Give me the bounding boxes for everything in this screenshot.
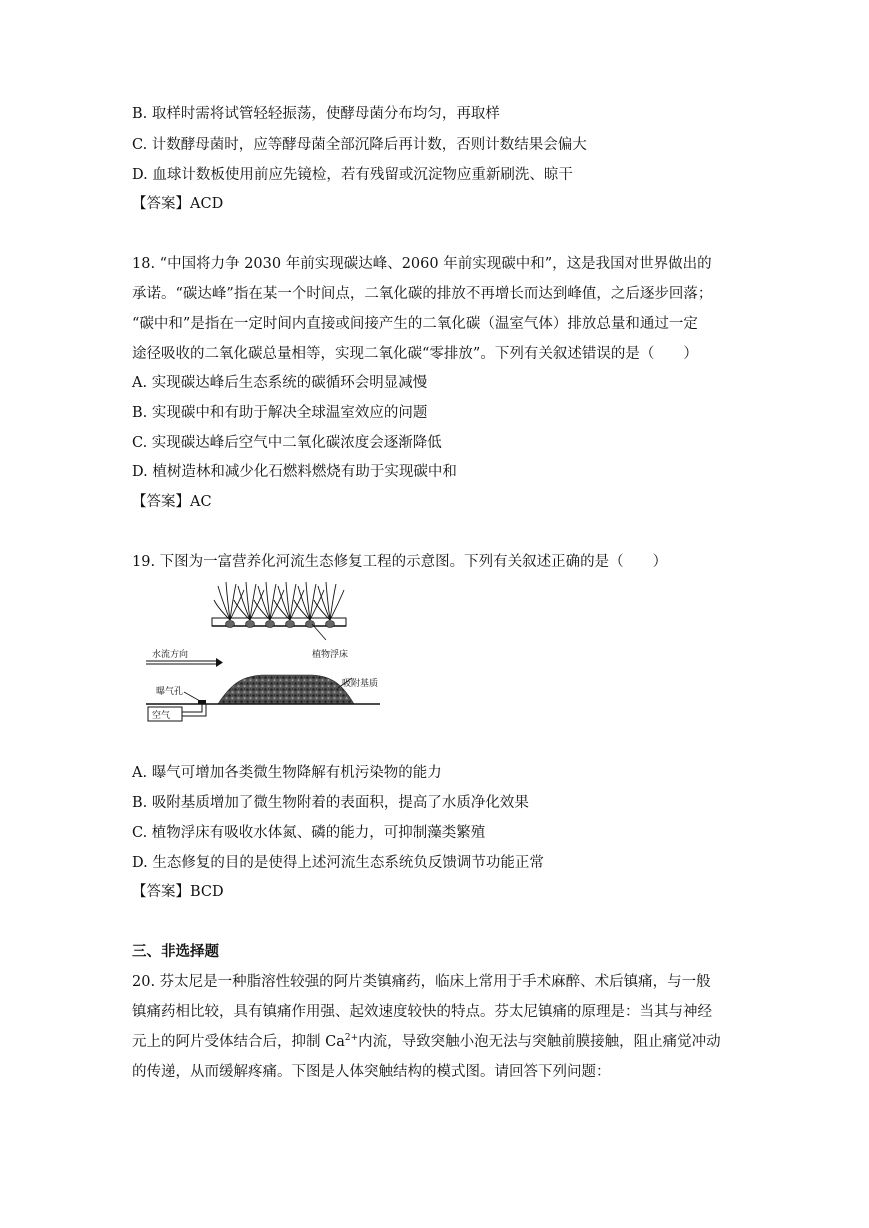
q19-option-b: B. 吸附基质增加了微生物附着的表面积，提高了水质净化效果	[132, 795, 529, 811]
section-heading: 三、非选择题	[132, 943, 219, 960]
q18-stem-line-2: 承诺。“碳达峰”指在某一个时间点，二氧化碳的排放不再增长而达到峰值，之后逐步回落；	[132, 286, 713, 302]
q19-option-c: C. 植物浮床有吸收水体氮、磷的能力，可抑制藻类繁殖	[132, 825, 486, 841]
q17-answer: 【答案】ACD	[132, 196, 224, 212]
air-label: 空气	[152, 711, 171, 721]
adsorbent-substrate	[218, 675, 354, 704]
q17-option-c: C. 计数酵母菌时，应等酵母菌全部沉降后再计数，否则计数结果会偏大	[132, 137, 587, 153]
q18-option-d: D. 植树造林和减少化石燃料燃烧有助于实现碳中和	[132, 464, 457, 480]
q20-stem-line-2: 镇痛药相比较，具有镇痛作用强、起效速度较快的特点。芬太尼镇痛的原理是：当其与神经	[132, 1004, 712, 1020]
q20-stem-line-1: 20. 芬太尼是一种脂溶性较强的阿片类镇痛药，临床上常用于手术麻醉、术后镇痛，与一般	[132, 974, 711, 990]
q20-stem-line-3-pre: 元上的阿片受体结合后，抑制 Ca	[132, 1034, 345, 1050]
q19-option-d: D. 生态修复的目的是使得上述河流生态系统负反馈调节功能正常	[132, 855, 544, 871]
river-restoration-diagram	[144, 580, 389, 730]
q19-answer: 【答案】BCD	[132, 884, 224, 900]
aeration-hole-label: 曝气孔	[156, 687, 184, 697]
q19-option-a: A. 曝气可增加各类微生物降解有机污染物的能力	[132, 765, 442, 781]
floating-bed-label: 植物浮床	[312, 650, 349, 660]
calcium-charge: 2+	[344, 1033, 359, 1044]
water-flow-label: 水流方向	[152, 650, 189, 660]
q18-stem-line-4: 途径吸收的二氧化碳总量相等，实现二氧化碳“零排放”。下列有关叙述错误的是（ ）	[132, 346, 698, 362]
q17-option-b: B. 取样时需将试管轻轻振荡，使酵母菌分布均匀，再取样	[132, 106, 500, 122]
q18-option-b: B. 实现碳中和有助于解决全球温室效应的问题	[132, 405, 428, 421]
adsorbent-label: 吸附基质	[342, 679, 379, 689]
q19-stem: 19. 下图为一富营养化河流生态修复工程的示意图。下列有关叙述正确的是（ ）	[132, 554, 668, 570]
aeration-hole-pointer	[184, 692, 200, 701]
q18-answer: 【答案】AC	[132, 494, 212, 510]
q18-stem-line-1: 18. “中国将力争 2030 年前实现碳达峰、2060 年前实现碳中和”，这是我国对世界做出的	[132, 256, 712, 272]
q18-option-c: C. 实现碳达峰后空气中二氧化碳浓度会逐渐降低	[132, 435, 442, 451]
aeration-hole	[198, 700, 206, 704]
q20-stem-line-3	[132, 1032, 721, 1052]
q20-stem-line-3-post: 内流，导致突触小泡无法与突触前膜接触，阻止痛觉冲动	[358, 1034, 721, 1050]
q20-stem-line-4: 的传递，从而缓解疼痛。下图是人体突触结构的模式图。请回答下列问题：	[132, 1064, 611, 1080]
q18-stem-line-3: “碳中和”是指在一定时间内直接或间接产生的二氧化碳（温室气体）排放总量和通过一定	[132, 316, 698, 332]
q18-option-a: A. 实现碳达峰后生态系统的碳循环会明显减慢	[132, 375, 428, 391]
q17-option-d: D. 血球计数板使用前应先镜检，若有残留或沉淀物应重新刷洗、晾干	[132, 167, 573, 183]
